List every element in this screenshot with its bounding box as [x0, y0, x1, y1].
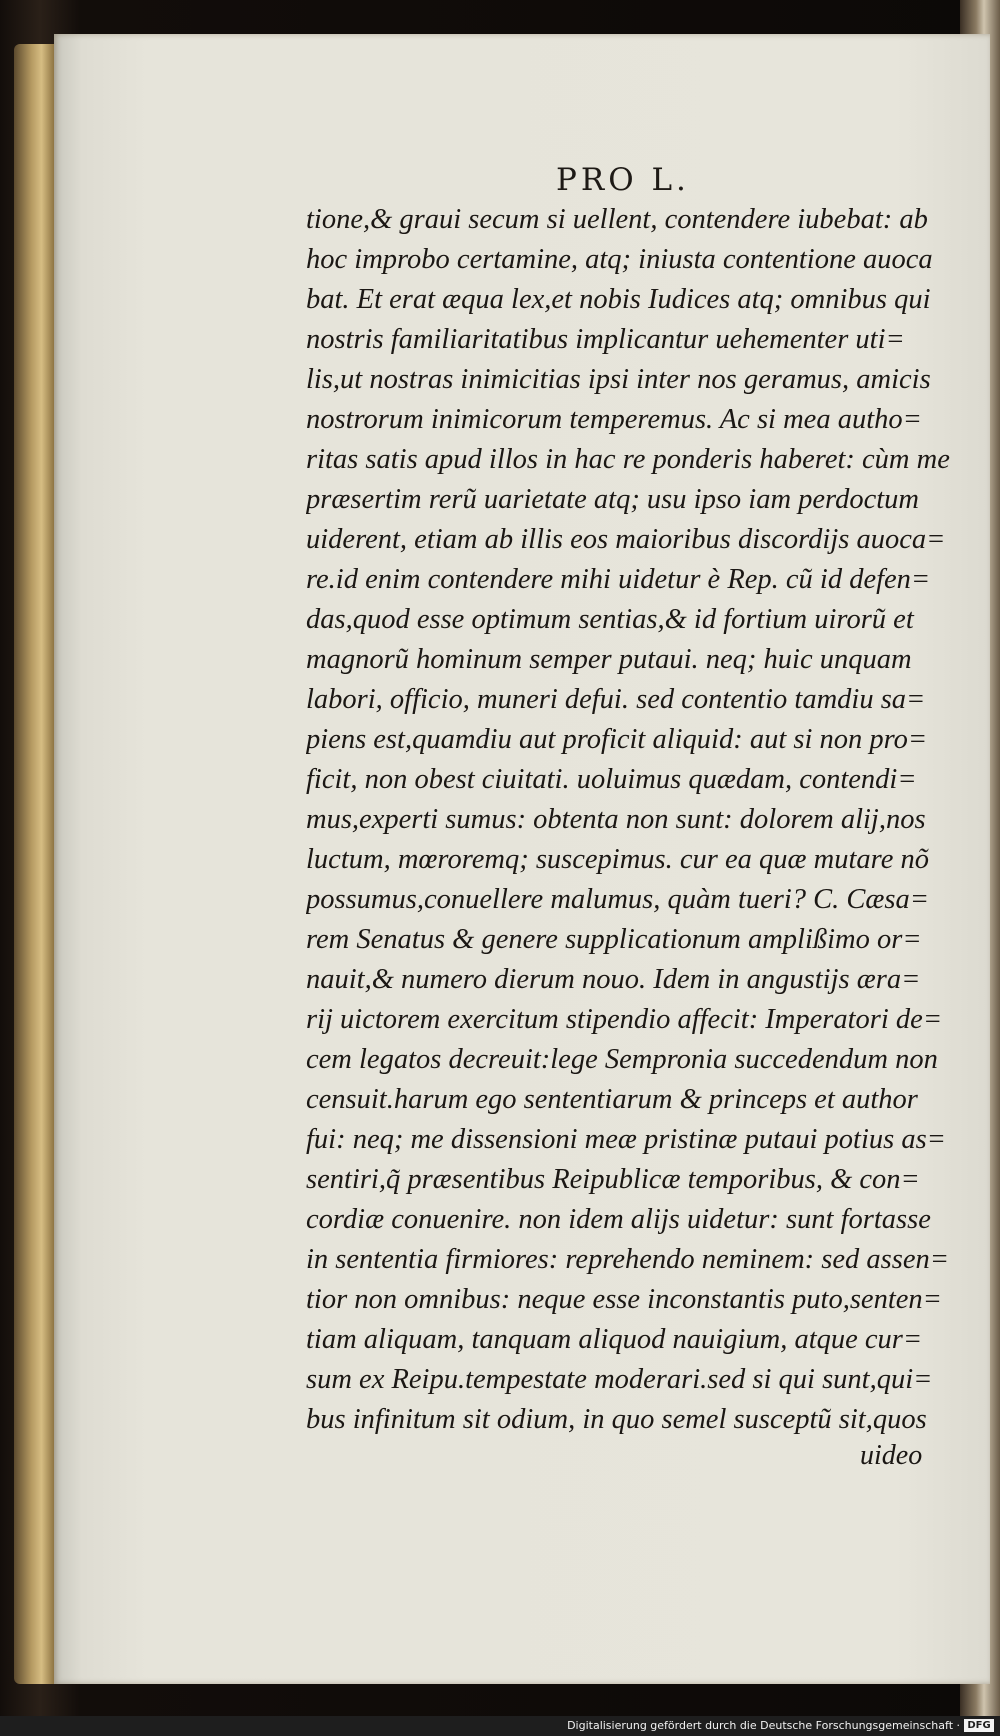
body-text [306, 200, 966, 1440]
text-line: præsertim rerũ uarietate atq; usu ipso iam perdoctum [306, 484, 919, 515]
text-line: re.id enim contendere mihi uidetur è Rep. cũ id defen= [306, 564, 931, 595]
text-line: rem Senatus & genere supplicationum amplißimo or= [306, 924, 922, 955]
text-line: cem legatos decreuit:lege Sempronia succedendum non [306, 1044, 938, 1075]
text-line: tiam aliquam, tanquam aliquod nauigium, atque cur= [306, 1324, 923, 1355]
text-line: labori, officio, muneri defui. sed contentio tamdiu sa= [306, 684, 926, 715]
text-line: das,quod esse optimum sentias,& id fortium uirorũ et [306, 604, 914, 635]
text-line: magnorũ hominum semper putaui. neq; huic unquam [306, 644, 912, 675]
text-line: luctum, mœroremq; suscepimus. cur ea quæ mutare nõ [306, 844, 929, 875]
text-line: sentiri,q̃ præsentibus Reipublicæ temporibus, & con= [306, 1164, 920, 1195]
text-line: cordiæ conuenire. non idem alijs uidetur: sunt fortasse [306, 1204, 931, 1235]
text-line: sum ex Reipu.tempestate moderari.sed si qui sunt,qui= [306, 1364, 933, 1395]
text-line: in sententia firmiores: reprehendo neminem: sed assen= [306, 1244, 949, 1275]
text-line: ritas satis apud illos in hac re ponderis haberet: cùm me [306, 444, 950, 475]
text-line: tione,& graui secum si uellent, contendere iubebat: ab [306, 204, 928, 235]
text-line: nostrorum inimicorum temperemus. Ac si mea autho= [306, 404, 922, 435]
text-line: possumus,conuellere malumus, quàm tueri? C. Cæsa= [306, 884, 930, 915]
running-head: PRO L. [556, 162, 690, 198]
text-line: uiderent, etiam ab illis eos maioribus discordijs auoca= [306, 524, 946, 555]
dfg-logo: DFG [964, 1719, 994, 1732]
footer-credit: Digitalisierung gefördert durch die Deutsche Forschungsgemeinschaft · [567, 1719, 960, 1732]
text-line: piens est,quamdiu aut proficit aliquid: aut si non pro= [306, 724, 928, 755]
text-line: mus,experti sumus: obtenta non sunt: dolorem alij,nos [306, 804, 926, 835]
text-line: bat. Et erat æqua lex,et nobis Iudices atq; omnibus qui [306, 284, 931, 315]
text-line: nostris familiaritatibus implicantur uehementer uti= [306, 324, 905, 355]
text-line: bus infinitum sit odium, in quo semel susceptũ sit,quos [306, 1404, 927, 1435]
text-line: tior non omnibus: neque esse inconstantis puto,senten= [306, 1284, 942, 1315]
text-line: lis,ut nostras inimicitias ipsi inter nos geramus, amicis [306, 364, 931, 395]
text-line: nauit,& numero dierum nouo. Idem in angustijs æra= [306, 964, 921, 995]
text-line: rij uictorem exercitum stipendio affecit: Imperatori de= [306, 1004, 943, 1035]
text-line: hoc improbo certamine, atq; iniusta contentione auoca [306, 244, 933, 275]
text-line: fui: neq; me dissensioni meæ pristinæ putaui potius as= [306, 1124, 946, 1155]
text-line: ficit, non obest ciuitati. uoluimus quædam, contendi= [306, 764, 917, 795]
catchword: uideo [860, 1440, 923, 1471]
text-line: censuit.harum ego sententiarum & princeps et author [306, 1084, 918, 1115]
